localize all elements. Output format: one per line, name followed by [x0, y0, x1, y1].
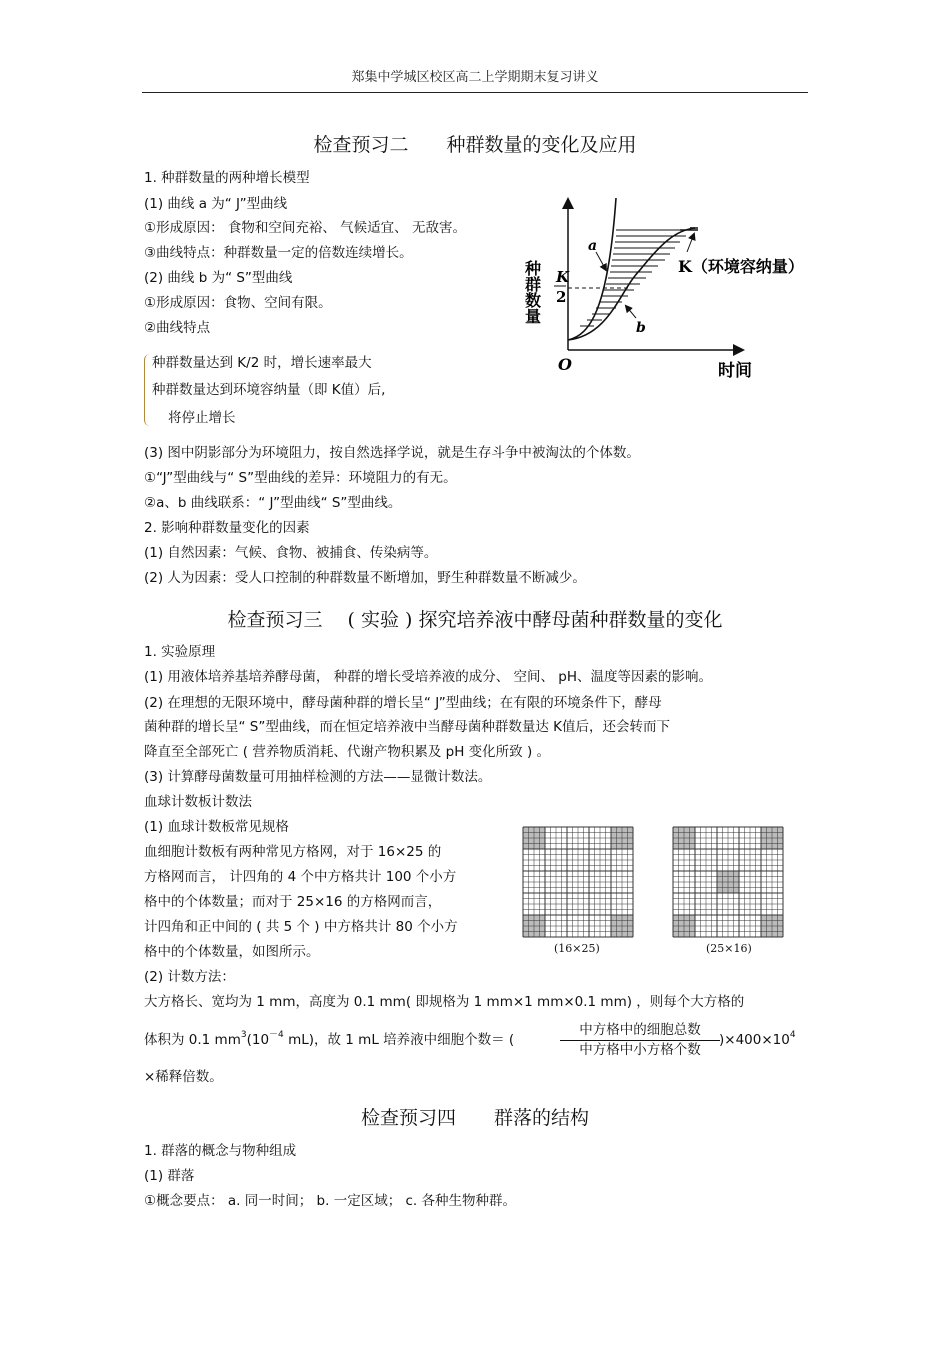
graph-curve-a: a	[588, 238, 598, 254]
count-fraction	[560, 1021, 720, 1059]
multiplier-sup: 4	[789, 1030, 796, 1040]
graph-origin: O	[558, 355, 572, 374]
s3-line: (2) 计数方法：	[144, 969, 235, 985]
s3-line: 计四角和正中间的 ( 共 5 个 ) 中方格共计 80 个小方	[144, 919, 458, 935]
s3-line: 方格网而言， 计四角的 4 个中方格共计 100 个小方	[144, 869, 457, 885]
graph-k-label: K（环境容纳量）	[678, 257, 804, 276]
s3-line: (3) 计算酵母菌数量可用抽样检测的方法——显微计数法。	[144, 769, 492, 785]
s3-line: 格中的个体数量，如图所示。	[144, 944, 320, 960]
counting-grid-25x16	[672, 826, 784, 938]
s2-line: ①形成原因：食物、空间有限。	[144, 295, 332, 311]
s2-line: (3) 图中阴影部分为环境阻力，按自然选择学说，就是生存斗争中被淘汰的个体数。	[144, 445, 640, 461]
graph-xlabel: 时间	[718, 361, 752, 381]
s4-line: ①概念要点： a. 同一时间； b. 一定区域； c. 各种生物种群。	[144, 1193, 516, 1209]
s3-line: 血球计数板计数法	[144, 794, 252, 810]
s2-line: ①形成原因： 食物和空间充裕、 气候适宜、 无敌害。	[144, 220, 466, 236]
s2-line: 2. 影响种群数量变化的因素	[144, 520, 310, 536]
j-curve	[568, 198, 616, 340]
volume-mid: (10	[246, 1032, 270, 1048]
s2-line: ②a、b 曲线联系：“ J”型曲线“ S”型曲线。	[144, 495, 402, 511]
graph-curve-b: b	[636, 320, 646, 336]
graph-khalf-bottom: 2	[556, 288, 567, 306]
s2-line: 1. 种群数量的两种增长模型	[144, 170, 310, 186]
s3-line: 大方格长、宽均为 1 mm，高度为 0.1 mm( 即规格为 1 mm×1 mm×0.1 mm) ，则每个大方格的	[144, 994, 745, 1010]
header-rule	[142, 92, 808, 93]
multiplier	[719, 1031, 796, 1051]
s3-line: ×稀释倍数。	[144, 1069, 223, 1085]
s3-line: (1) 用液体培养基培养酵母菌， 种群的增长受培养液的成分、 空间、 pH、温度等因素的影响。	[144, 669, 713, 685]
s3-line: (1) 血球计数板常见规格	[144, 819, 289, 835]
graph-khalf-top: K	[556, 268, 570, 286]
s2-line: (1) 曲线 a 为“ J”型曲线	[144, 196, 288, 212]
s2-line: 种群数量达到环境容纳量（即 K值）后,	[152, 382, 386, 398]
page-header: 郑集中学城区校区高二上学期期末复习讲义	[351, 70, 599, 85]
fraction-numerator: 中方格中的细胞总数	[560, 1021, 720, 1041]
s2-line: 种群数量达到 K/2 时，增长速率最大	[152, 355, 372, 371]
s3-line: 血细胞计数板有两种常见方格网，对于 16×25 的	[144, 844, 442, 860]
multiplier-text: )×400×10	[719, 1032, 790, 1048]
volume-suffix: mL)，故 1 mL 培养液中细胞个数＝ (	[283, 1032, 515, 1048]
s2-line: (2) 曲线 b 为“ S”型曲线	[144, 270, 293, 286]
s2-line: ②曲线特点	[144, 320, 211, 336]
section2-title: 检查预习二 种群数量的变化及应用	[313, 134, 637, 156]
volume-formula	[144, 1031, 514, 1051]
s3-line: 格中的个体数量；而对于 25×16 的方格网而言，	[144, 894, 442, 910]
counting-grid-16x25	[522, 826, 634, 938]
s4-line: (1) 群落	[144, 1168, 195, 1184]
volume-prefix: 体积为 0.1 mm	[144, 1032, 241, 1048]
s2-line: (1) 自然因素：气候、食物、被捕食、传染病等。	[144, 545, 438, 561]
volume-sup2: －4	[269, 1030, 284, 1040]
s4-line: 1. 群落的概念与物种组成	[144, 1143, 297, 1159]
fraction-denominator: 中方格中小方格个数	[579, 1042, 701, 1058]
growth-curve-figure	[522, 190, 820, 390]
s3-line: 菌种群的增长呈“ S”型曲线，而在恒定培养液中当酵母菌种群数量达 K值后，还会转而下	[144, 719, 670, 735]
s2-line: 将停止增长	[168, 410, 236, 426]
graph-ylabel: 种群数量	[522, 260, 542, 324]
s2-line: ①“J”型曲线与“ S”型曲线的差异：环境阻力的有无。	[144, 470, 457, 486]
grid-label-25x16: (25×16)	[706, 942, 752, 955]
section3-title: 检查预习三 ( 实验 ) 探究培养液中酵母菌种群数量的变化	[227, 609, 723, 631]
s2-line: (2) 人为因素：受人口控制的种群数量不断增加，野生种群数量不断减少。	[144, 570, 586, 586]
s3-line: 1. 实验原理	[144, 644, 216, 660]
s3-line: 降直至全部死亡 ( 营养物质消耗、代谢产物积累及 pH 变化所致 ) 。	[144, 744, 551, 760]
s2-line: ③曲线特点：种群数量一定的倍数连续增长。	[144, 245, 413, 261]
volume-sup1: 3	[240, 1030, 247, 1040]
grid-label-16x25: (16×25)	[554, 942, 600, 955]
section4-title: 检查预习四 群落的结构	[360, 1107, 589, 1129]
s3-line: (2) 在理想的无限环境中，酵母菌种群的增长呈“ J”型曲线；在有限的环境条件下，酵母	[144, 695, 662, 711]
